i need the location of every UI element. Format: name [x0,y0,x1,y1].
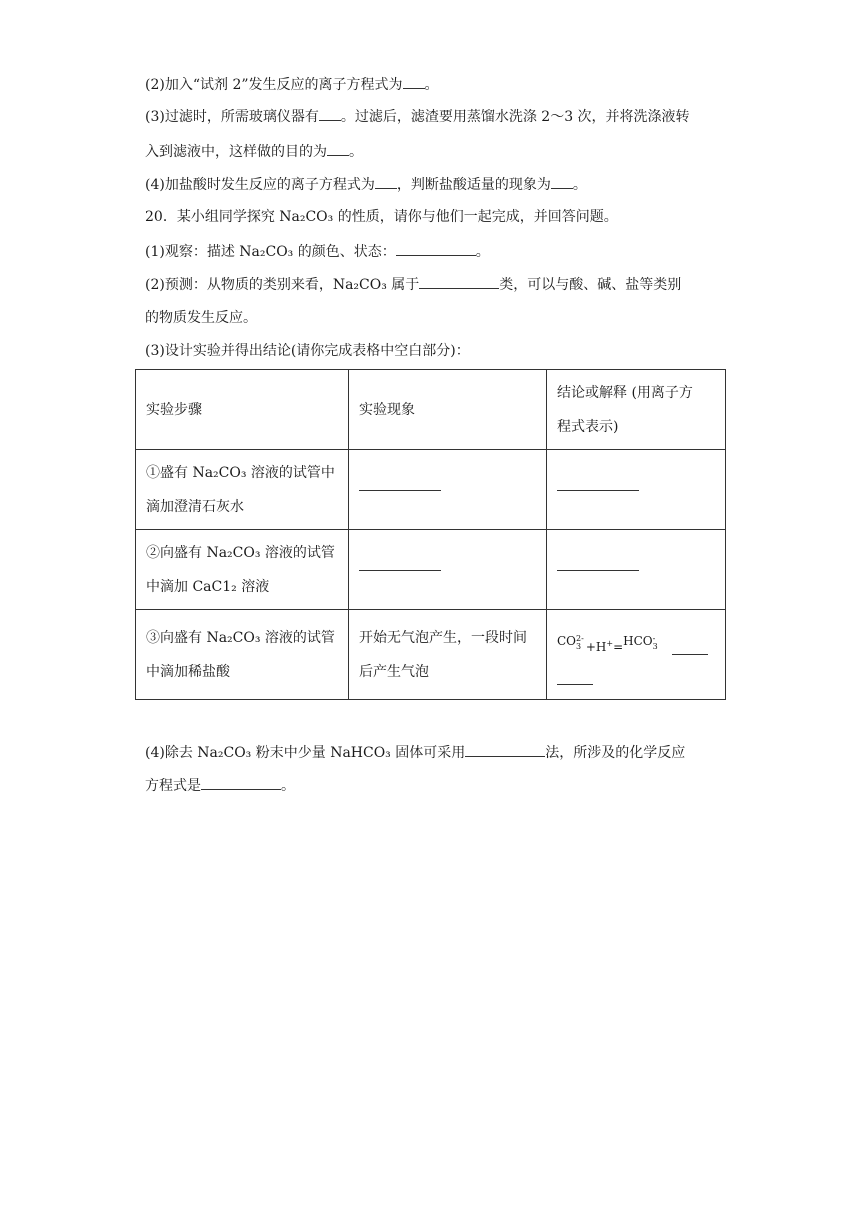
table-header-row [136,370,726,450]
answer-blank[interactable] [419,274,499,289]
q20-part4-line2: 方程式是 。 [145,775,295,796]
ionic-equation: CO 2- 3 +H+=HCO - 3 [557,620,715,690]
table-row [136,610,726,700]
experiment-table [135,369,726,700]
step-cell: ③向盛有 Na₂CO₃ 溶液的试管 中滴加稀盐酸 [136,610,349,700]
answer-blank[interactable] [396,241,476,256]
answer-blank[interactable] [201,775,281,790]
q20-part2-line1: (2)预测：从物质的类别来看，Na₂CO₃ 属于 类，可以与酸、碱、盐等类别 [145,274,681,295]
answer-blank[interactable] [557,489,639,491]
answer-blank[interactable] [557,569,639,571]
header-step: 实验步骤 [136,370,349,450]
step-cell: ②向盛有 Na₂CO₃ 溶液的试管 中滴加 CaC1₂ 溶液 [136,530,349,610]
q20-part3: (3)设计实验并得出结论(请你完成表格中空白部分)： [145,343,470,359]
answer-blank[interactable] [327,141,349,156]
answer-blank[interactable] [672,653,708,655]
phenomenon-cell[interactable] [349,450,547,530]
header-phenomenon: 实验现象 [349,370,547,450]
q19-part4: (4)加盐酸时发生反应的离子方程式为 ，判断盐酸适量的现象为 。 [145,174,587,195]
q19-part2: (2)加入“试剂 2”发生反应的离子方程式为 。 [145,74,439,95]
answer-blank[interactable] [359,569,441,571]
step-cell: ①盛有 Na₂CO₃ 溶液的试管中 滴加澄清石灰水 [136,450,349,530]
phenomenon-cell: 开始无气泡产生，一段时间 后产生气泡 [349,610,547,700]
phenomenon-cell[interactable] [349,530,547,610]
q19-part3-line1: (3)过滤时，所需玻璃仪器有 。过滤后，滤渣要用蒸馏水洗涤 2～3 次，并将洗涤液转 [145,106,690,127]
conclusion-cell[interactable] [547,530,726,610]
table-row [136,530,726,610]
q19-part3-line2: 入到滤液中，这样做的目的为 。 [145,141,363,162]
answer-blank[interactable] [403,74,425,89]
q20-part1: (1)观察：描述 Na₂CO₃ 的颜色、状态： 。 [145,241,490,262]
answer-blank[interactable] [465,742,545,757]
q20-title: 20．某小组同学探究 Na₂CO₃ 的性质，请你与他们一起完成，并回答问题。 [145,209,618,225]
conclusion-cell [547,610,726,700]
answer-blank[interactable] [375,174,397,189]
table-row [136,450,726,530]
q20-part2-line2: 的物质发生反应。 [145,310,257,326]
answer-blank[interactable] [359,489,441,491]
header-conclusion: 结论或解释 (用离子方 程式表示) [547,370,726,450]
q20-part4-line1: (4)除去 Na₂CO₃ 粉末中少量 NaHCO₃ 固体可采用 法，所涉及的化学反应 [145,742,685,763]
answer-blank[interactable] [551,174,573,189]
answer-blank[interactable] [557,683,593,685]
answer-blank[interactable] [319,106,341,121]
conclusion-cell[interactable] [547,450,726,530]
